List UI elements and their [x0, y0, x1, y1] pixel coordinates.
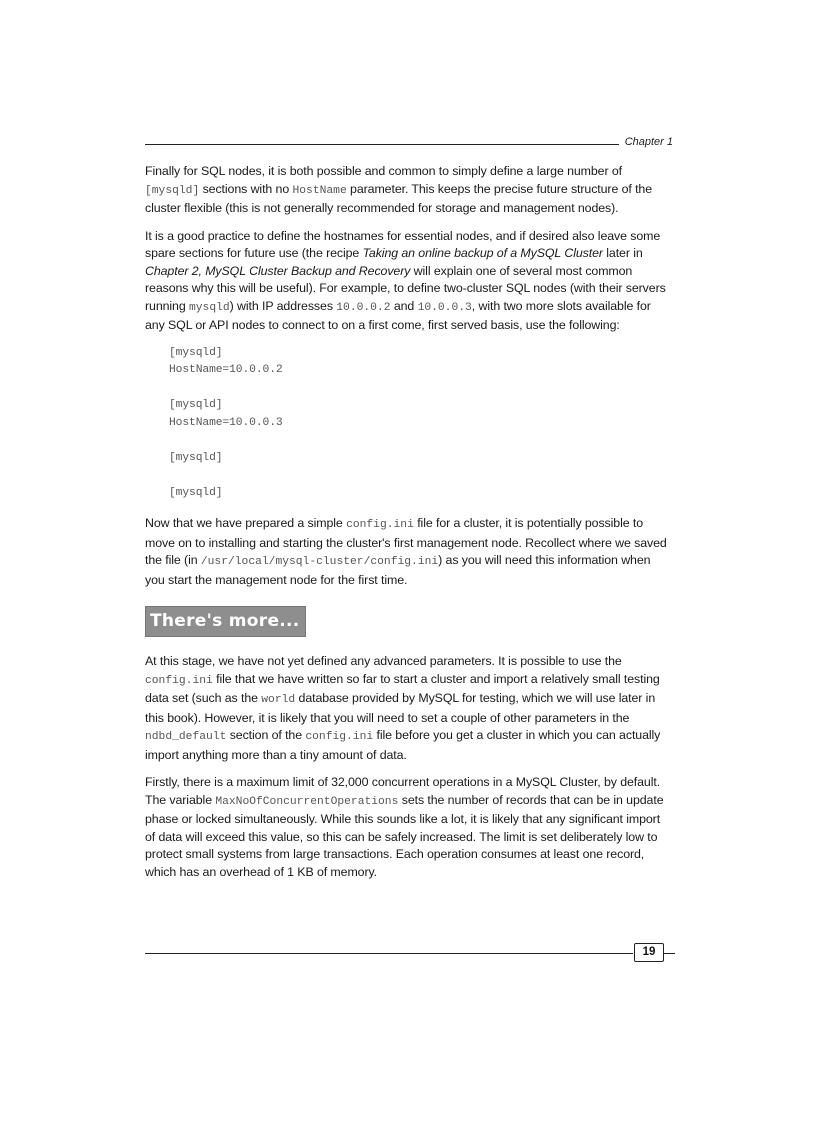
inline-code: world [261, 694, 296, 706]
paragraph-config-prepared: Now that we have prepared a simple config.ini file for a cluster, it is potentially possible to move on to installing and starting the cluster's first management node. Recollect where we saved the file (in /usr/local/mysql-cluster/config.ini) as you will need this information when you start the management node for the first time. [145, 516, 667, 587]
inline-code: config.ini [305, 731, 374, 743]
page-number: 19 [634, 943, 664, 962]
paragraph-concurrent-operations: Firstly, there is a maximum limit of 32,000 concurrent operations in a MySQL Cluster, by default. The variable MaxNoOfConcurrentOperations sets the number of records that can be in update phase or locked simultaneously. While this sounds like a lot, it is likely that any significant import of data will exceed this value, so this can be safely increased. The limit is set deliberately low to protect small systems from large transactions. Each operation consumes at least one record, which has an overhead of 1 KB of memory. [145, 775, 664, 879]
inline-code: MaxNoOfConcurrentOperations [215, 795, 399, 808]
inline-code: HostName [292, 184, 347, 197]
inline-code: /usr/local/mysql-cluster/config.ini [200, 556, 439, 568]
inline-code: 10.0.0.3 [417, 301, 472, 314]
inline-code: [mysqld] [145, 184, 200, 197]
chapter-reference: Chapter 2, MySQL Cluster Backup and Recovery [145, 263, 411, 278]
inline-code: config.ini [145, 674, 213, 687]
page-header [145, 136, 675, 150]
section-heading: There's more... [145, 606, 306, 637]
paragraph-sql-nodes: Finally for SQL nodes, it is both possible and common to simply define a large number of [mysqld] sections with no HostName parameter. This keeps the precise future structure of the cluster flexible (this is not generally recommended for storage and management nodes). [145, 164, 652, 215]
page-footer [145, 942, 675, 962]
code-line: HostName=10.0.0.2 [169, 364, 283, 376]
code-line: HostName=10.0.0.3 [169, 416, 283, 429]
code-line: [mysqld] [169, 399, 223, 411]
paragraph-hostnames: It is a good practice to define the hostnames for essential nodes, and if desired also leave some spare sections for future use (the recipe Taking an online backup of a MySQL Cluster later in Chapter 2, MySQL Cluster Backup and Recovery will explain one of several most common reasons why this will be useful). For example, to define two-cluster SQL nodes (with their servers running mysqld) with IP addresses 10.0.0.2 and 10.0.0.3, with two more slots available for any SQL or API nodes to connect to on a first come, first served basis, use the following: [145, 228, 666, 332]
inline-code: config.ini [346, 519, 414, 531]
chapter-label: Chapter 1 [624, 136, 673, 148]
footer-rule [145, 953, 633, 954]
recipe-reference: Taking an online backup of a MySQL Cluster [362, 246, 603, 260]
inline-code: 10.0.0.2 [336, 301, 391, 314]
code-line: [mysqld] [169, 486, 223, 499]
inline-code: ndbd_default [145, 731, 227, 743]
code-line: [mysqld] [169, 346, 223, 359]
config-code-block [169, 345, 673, 503]
page-body [145, 163, 673, 881]
inline-code: mysqld [188, 301, 230, 314]
footer-rule-end [664, 953, 675, 954]
code-line: [mysqld] [169, 451, 223, 464]
paragraph-advanced-parameters: At this stage, we have not yet defined any advanced parameters. It is possible to use the config.ini file that we have written so far to start a cluster and import a relatively small testing data set (such as the world database provided by MySQL for testing, which we will use later in this book). However, it is likely that you will need to set a couple of other parameters in the ndbd_default section of the config.ini file before you get a cluster in which you can actually import anything more than a tiny amount of data. [145, 654, 661, 762]
header-rule [145, 144, 619, 145]
